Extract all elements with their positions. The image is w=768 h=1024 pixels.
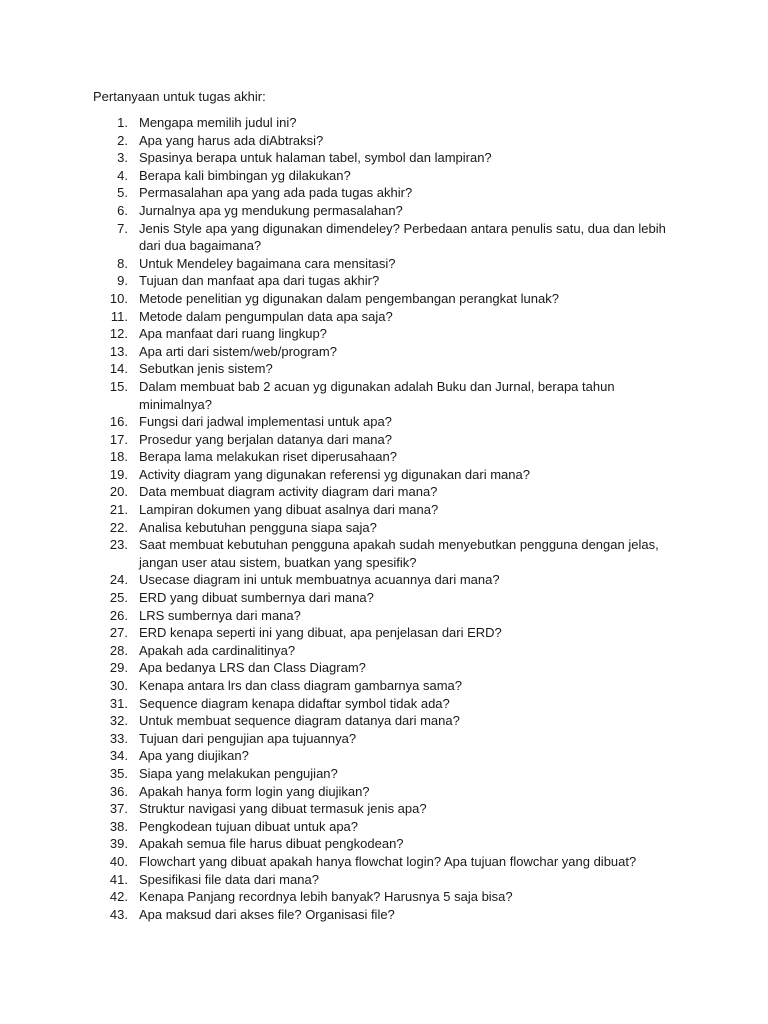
question-item [0,483,768,501]
question-number: 2. [117,132,128,148]
question-item [0,888,768,906]
question-list [0,114,768,923]
question-item [0,853,768,871]
question-number: 4. [117,167,128,183]
question-number: 19. [109,466,128,482]
question-item [0,677,768,695]
question-number: 29. [109,660,128,676]
question-number: 35. [109,765,128,781]
question-text: Struktur navigasi yang dibuat termasuk jenis apa? [139,801,427,817]
question-text: Spasinya berapa untuk halaman tabel, symbol dan lampiran? [139,150,492,166]
question-text: Metode dalam pengumpulan data apa saja? [139,308,393,324]
question-number: 26. [109,607,128,623]
question-number: 5. [117,185,128,201]
question-text: Data membuat diagram activity diagram dari mana? [139,484,438,500]
question-item [0,818,768,836]
question-number: 6. [117,202,128,218]
question-item [0,290,768,308]
question-item [0,114,768,132]
question-item [0,765,768,783]
question-text: Untuk Mendeley bagaimana cara mensitasi? [139,255,396,271]
question-number: 41. [109,871,128,887]
question-item [0,431,768,449]
question-number: 21. [109,502,128,518]
question-item [0,800,768,818]
question-number: 14. [109,361,128,377]
question-number: 39. [109,836,128,852]
question-number: 23. [109,537,128,553]
question-item [0,343,768,361]
question-number: 24. [109,572,128,588]
question-number: 36. [109,783,128,799]
question-item [0,536,768,571]
question-item [0,167,768,185]
question-number: 38. [109,818,128,834]
question-text: Apa manfaat dari ruang lingkup? [139,326,327,342]
question-number: 25. [109,590,128,606]
question-item [0,730,768,748]
question-item [0,220,768,255]
question-text: Tujuan dan manfaat apa dari tugas akhir? [139,273,380,289]
question-number: 15. [109,378,128,394]
question-number: 40. [109,853,128,869]
question-text: Fungsi dari jadwal implementasi untuk apa? [139,414,392,430]
question-text: Analisa kebutuhan pengguna siapa saja? [139,519,377,535]
question-text: Permasalahan apa yang ada pada tugas akhir? [139,185,413,201]
question-number: 28. [109,642,128,658]
question-text: Lampiran dokumen yang dibuat asalnya dari mana? [139,502,439,518]
question-item [0,448,768,466]
question-item [0,360,768,378]
question-item [0,695,768,713]
question-item [0,308,768,326]
question-text: Pengkodean tujuan dibuat untuk apa? [139,818,359,834]
question-number: 30. [109,678,128,693]
question-item [0,255,768,273]
question-number: 10. [109,290,128,306]
question-number: 43. [109,906,128,922]
question-item [0,466,768,484]
question-number: 11. [110,308,128,324]
question-text: Apa arti dari sistem/web/program? [139,343,337,359]
question-text: Mengapa memilih judul ini? [139,115,297,130]
question-text: ERD kenapa seperti ini yang dibuat, apa penjelasan dari ERD? [139,625,502,641]
question-text: Kenapa Panjang recordnya lebih banyak? Harusnya 5 saja bisa? [139,889,513,905]
question-number: 13. [109,343,128,359]
question-number: 17. [109,431,128,447]
question-text: Apa yang diujikan? [139,748,249,764]
question-number: 27. [109,625,128,641]
question-item [0,835,768,853]
question-number: 22. [109,519,128,535]
question-item [0,712,768,730]
question-text: Usecase diagram ini untuk membuatnya acuannya dari mana? [139,572,500,588]
question-text: Saat membuat kebutuhan pengguna apakah sudah menyebutkan pengguna dengan jelas, jangan user atau sistem, buatkan yang spesifik? [139,537,659,570]
question-item [0,589,768,607]
question-item [0,571,768,589]
question-text: Tujuan dari pengujian apa tujuannya? [139,730,357,746]
question-item [0,149,768,167]
document-title: Pertanyaan untuk tugas akhir: [93,89,266,104]
question-text: ERD yang dibuat sumbernya dari mana? [139,590,374,606]
question-text: Metode penelitian yg digunakan dalam pengembangan perangkat lunak? [139,290,559,306]
question-text: LRS sumbernya dari mana? [139,607,301,623]
question-item [0,378,768,413]
question-item [0,783,768,801]
question-item [0,747,768,765]
question-item [0,501,768,519]
question-item [0,642,768,660]
question-item [0,132,768,150]
question-item [0,871,768,889]
question-item [0,202,768,220]
question-number: 18. [109,449,128,465]
question-text: Siapa yang melakukan pengujian? [139,765,338,781]
question-text: Jenis Style apa yang digunakan dimendeley? Perbedaan antara penulis satu, dua dan lebih dari dua bagaimana? [139,220,666,254]
question-text: Apakah hanya form login yang diujikan? [139,783,370,799]
question-text: Apakah ada cardinalitinya? [139,642,296,658]
question-text: Apa maksud dari akses file? Organisasi file? [139,906,395,922]
question-number: 20. [109,484,128,500]
question-text: Sebutkan jenis sistem? [139,361,273,377]
question-text: Jurnalnya apa yg mendukung permasalahan? [139,202,403,218]
question-text: Berapa lama melakukan riset diperusahaan? [139,449,397,465]
question-text: Untuk membuat sequence diagram datanya dari mana? [139,713,460,729]
question-number: 34. [109,748,128,764]
question-item [0,659,768,677]
question-number: 16. [109,414,128,430]
question-number: 3. [117,150,128,166]
question-text: Apa yang harus ada diAbtraksi? [139,132,324,148]
question-item [0,519,768,537]
question-number: 42. [109,889,128,905]
question-item [0,325,768,343]
question-text: Apakah semua file harus dibuat pengkodean? [139,836,404,852]
question-item [0,607,768,625]
question-item [0,413,768,431]
question-text: Berapa kali bimbingan yg dilakukan? [139,167,351,183]
question-text: Activity diagram yang digunakan referensi yg digunakan dari mana? [139,466,530,482]
question-text: Kenapa antara lrs dan class diagram gambarnya sama? [139,678,463,693]
question-number: 7. [117,220,128,236]
question-number: 37. [109,801,128,817]
question-number: 8. [117,255,128,271]
question-number: 9. [117,273,128,289]
question-text: Dalam membuat bab 2 acuan yg digunakan adalah Buku dan Jurnal, berapa tahun minimalnya? [139,378,615,412]
question-text: Sequence diagram kenapa didaftar symbol tidak ada? [139,695,450,711]
question-text: Prosedur yang berjalan datanya dari mana? [139,431,392,447]
question-text: Flowchart yang dibuat apakah hanya flowchat login? Apa tujuan flowchar yang dibuat? [139,853,637,869]
question-item [0,906,768,924]
question-item [0,624,768,642]
question-number: 12. [109,326,128,342]
question-number: 32. [109,713,128,729]
question-number: 1. [117,115,128,130]
question-number: 31. [109,695,128,711]
question-item [0,184,768,202]
question-number: 33. [109,730,128,746]
question-text: Apa bedanya LRS dan Class Diagram? [139,660,366,676]
question-item [0,272,768,290]
question-text: Spesifikasi file data dari mana? [139,871,319,887]
